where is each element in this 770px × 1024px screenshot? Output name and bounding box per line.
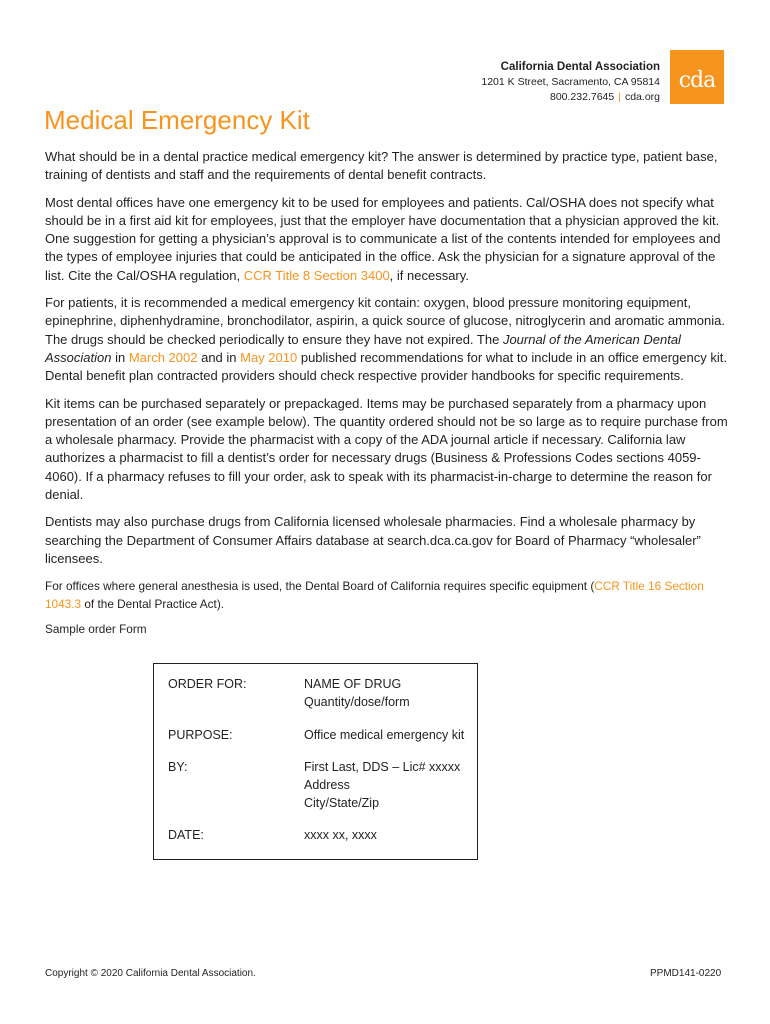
- may-2010-link[interactable]: May 2010: [240, 349, 298, 365]
- org-address: 1201 K Street, Sacramento, CA 95814: [481, 76, 660, 88]
- purpose-label: PURPOSE:: [168, 728, 233, 742]
- cda-logo: cda: [670, 50, 724, 104]
- letterhead: [481, 60, 660, 105]
- org-contact: [481, 90, 660, 105]
- document-code: PPMD141-0220: [650, 968, 722, 979]
- wholesale-paragraph: Dentists may also purchase drugs from California licensed wholesale pharmacies. Find a wholesale pharmacy by searching the Department of Consumer Affairs database at search.dca.ca.gov for Board of Pharmacy “wholesaler” licensees.: [45, 514, 701, 566]
- anesthesia-paragraph: For offices where general anesthesia is used, the Dental Board of California requires specific equipment (CCR Title 16 Section 1043.3 of the Dental Practice Act).: [45, 579, 704, 612]
- purchase-paragraph: Kit items can be purchased separately or prepackaged. Items may be purchased separately from a pharmacy upon presentation of an order (see example below). The quantity ordered should not be so large as to require purchase from a wholesale pharmacy. Provide the pharmacist with a copy of the ADA journal article if necessary. California law authorizes a pharmacist to fill a dentist’s order for necessary drugs (Business & Professions Codes sections 4059-4060). If a pharmacy refuses to fill your order, ask to speak with its pharmacist-in-charge to determine the reason for denial.: [45, 395, 728, 503]
- order-for-label: ORDER FOR:: [168, 677, 247, 691]
- employee-kit-paragraph: Most dental offices have one emergency kit to be used for employees and patients. Cal/OSHA does not specify what should be in a first aid kit for employees, just that the employer have documentation that a physician approved the kit. One suggestion for getting a physician’s approval is to communicate a list of the contents intended for employees and the types of employee injuries that could be anticipated in the office. Ask the physician for a signature approval of the list. Cite the Cal/OSHA regulation, CCR Title 8 Section 3400, if necessary.: [45, 194, 721, 283]
- intro-paragraph: What should be in a dental practice medical emergency kit? The answer is determined by practice type, patient base, training of dentists and staff and the requirements of dental benefit contracts.: [45, 149, 718, 183]
- document-body: [45, 148, 730, 636]
- date-value: xxxx xx, xxxx: [304, 828, 377, 842]
- contact-separator: |: [618, 91, 621, 103]
- org-name: California Dental Association: [500, 61, 660, 73]
- march-2002-link[interactable]: March 2002: [128, 349, 198, 365]
- journal-name: Journal of the American Dental Association: [45, 331, 681, 365]
- ccr-title-8-link[interactable]: CCR Title 8 Section 3400: [243, 267, 390, 283]
- page-title: Medical Emergency Kit: [44, 105, 310, 135]
- by-label: BY:: [168, 760, 188, 774]
- date-label: DATE:: [168, 828, 204, 842]
- patient-kit-paragraph: For patients, it is recommended a medical emergency kit contain: oxygen, blood pressure monitoring equipment, epinephrine, diphenhydramine, bronchodilator, aspirin, a quick source of glucose, nitroglycerin and aromatic ammonia. The drugs should be checked periodically to ensure they have not expired. The Journal of the American Dental Association in March 2002 and in May 2010 published recommendations for what to include in an office emergency kit. Dental benefit plan contracted providers should check respective provider handbooks for specific requirements.: [45, 295, 727, 384]
- sample-order-form: [153, 663, 478, 860]
- copyright: Copyright © 2020 California Dental Association.: [45, 968, 256, 979]
- by-value: First Last, DDS – Lic# xxxxx Address City/State/Zip: [304, 760, 461, 811]
- order-for-value: NAME OF DRUG Quantity/dose/form: [304, 677, 410, 710]
- sample-form-label: Sample order Form: [45, 622, 147, 637]
- org-phone: 800.232.7645: [550, 91, 615, 103]
- ccr-title-16-link[interactable]: CCR Title 16 Section 1043.3: [45, 579, 704, 612]
- org-website[interactable]: cda.org: [624, 91, 660, 103]
- purpose-value: Office medical emergency kit: [304, 728, 465, 742]
